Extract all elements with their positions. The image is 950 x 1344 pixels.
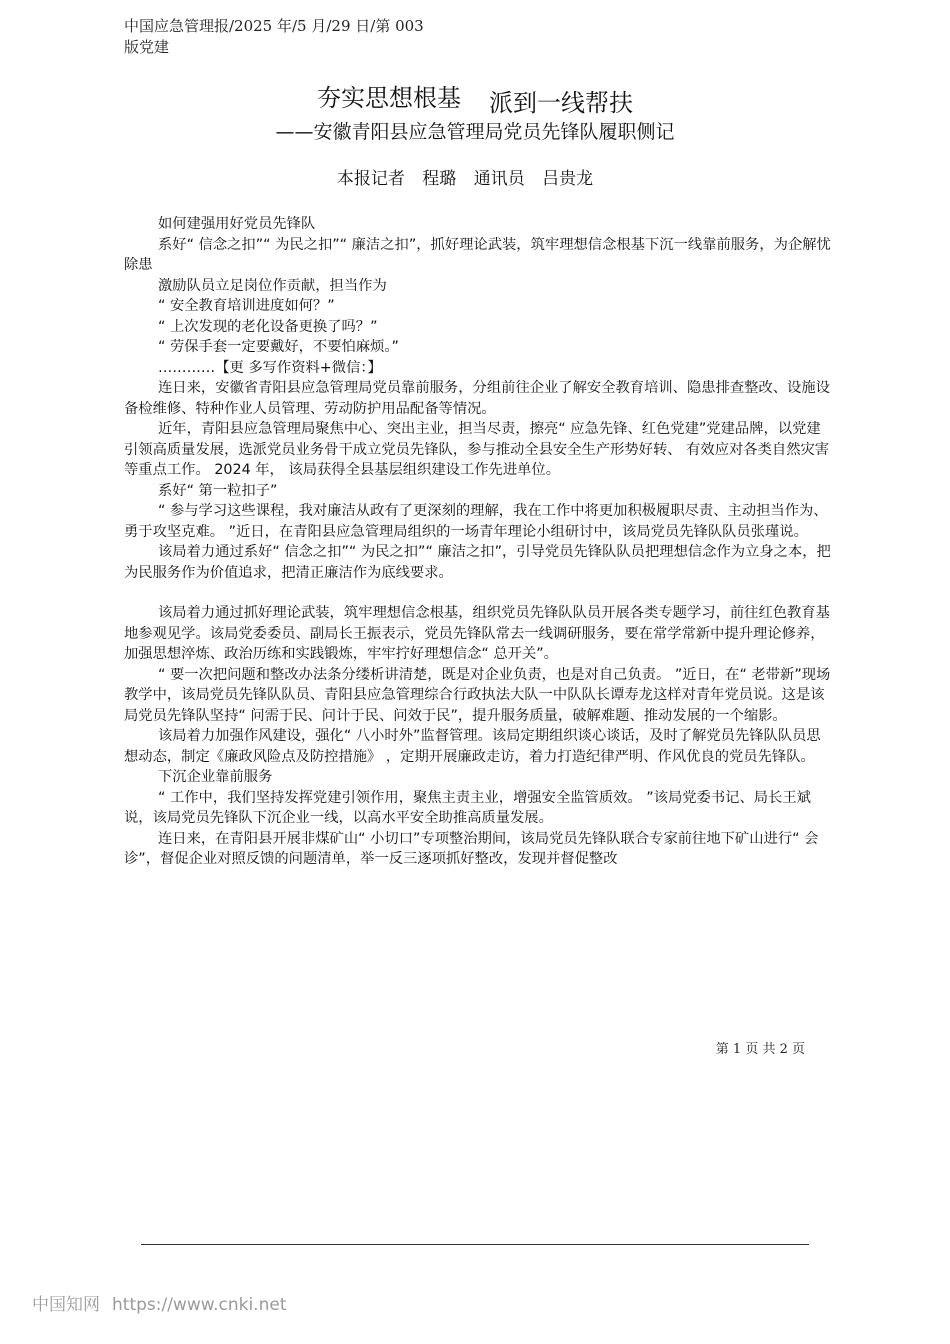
section-heading: 下沉企业靠前服务 [158, 769, 273, 785]
paragraph: 如何建强用好党员先锋队 [158, 216, 316, 232]
article-title-part-1: 夯实思想根基 [317, 84, 461, 112]
page-number: 第 1 页 共 2 页 [715, 1042, 805, 1057]
paragraph: “ 劳保手套一定要戴好，不要怕麻烦。” [158, 339, 399, 355]
article-body [124, 214, 832, 870]
paragraph: 该局着力通过系好“ 信念之扣”“ 为民之扣”“ 廉洁之扣”，引导党员先锋队队员把理想信念作为立身之本，把为民服务作为价值追求，把清正廉洁作为底线要求。 [124, 544, 831, 581]
paragraph: “ 要一次把问题和整改办法条分缕析讲清楚，既是对企业负责，也是对自己负责。 ”近日，在“ 老带新”现场教学中，该局党员先锋队队员、青阳县应急管理综合行政执法大队一中队队长谭寿龙这样对青年党员说。这是该局党员先锋队坚持“ 问需于民、问计于民、问效于民”，提升服务质量，破解难题、推动发展的一个缩影。 [124, 666, 831, 724]
watermark-url: https://www.cnki.net [112, 1295, 287, 1315]
masthead-line-1: 中国应急管理报/2025 年/5 月/29 日/第 003 [124, 17, 424, 35]
paragraph: 该局着力加强作风建设，强化“ 八小时外”监督管理。该局定期组织谈心谈话，及时了解党员先锋队队员思想动态，制定《廉政风险点及防控措施》 ，定期开展廉政走访，着力打造纪律严明、作风优良的党员先锋队。 [124, 728, 821, 765]
paragraph: 系好“ 信念之扣”“ 为民之扣”“ 廉洁之扣”，抓好理论武装，筑牢理想信念根基下沉一线靠前服务，为企解忧除患 [124, 236, 831, 273]
paragraph: “ 参与学习这些课程，我对廉洁从政有了更深刻的理解，我在工作中将更加积极履职尽责、主动担当作为、勇于攻坚克难。 ”近日，在青阳县应急管理局组织的一场青年理论小组研讨中，该局党员先锋队队员张瑾说。 [124, 503, 828, 540]
article-title-part-2: 派到一线帮扶 [489, 89, 633, 117]
paragraph: “ 安全教育培训进度如何？” [158, 298, 335, 314]
section-heading: 系好“ 第一粒扣子” [158, 482, 278, 499]
paragraph: …………【更 多写作资料+微信：】 [158, 359, 382, 376]
masthead-line-2: 版党建 [124, 38, 170, 56]
footer-divider [141, 1244, 809, 1245]
watermark-brand: 中国知网 [32, 1295, 100, 1315]
paragraph: 连日来，安徽省青阳县应急管理局党员靠前服务，分组前往企业了解安全教育培训、隐患排查整改、设施设备检维修、特种作业人员管理、劳动防护用品配备等情况。 [124, 380, 830, 417]
cnki-watermark [32, 1293, 286, 1317]
paragraph: 该局着力通过抓好理论武装，筑牢理想信念根基，组织党员先锋队队员开展各类专题学习，前往红色教育基地参观见学。该局党委委员、副局长王振表示，党员先锋队常去一线调研服务，要在常学常新中提升理论修养，加强思想淬炼、政治历练和实践锻炼，牢牢拧好理想信念“ 总开关”。 [124, 605, 830, 662]
byline-correspondent-role: 通讯员 [473, 169, 525, 189]
paragraph: “ 工作中，我们坚持发挥党建引领作用，聚焦主责主业，增强安全监管质效。 ”该局党委书记、局长王斌说，该局党员先锋队下沉企业一线，以高水平安全助推高质量发展。 [124, 789, 811, 826]
paragraph: 近年，青阳县应急管理局聚焦中心、突出主业，担当尽责，擦亮“ 应急先锋、红色党建”党建品牌，以党建引领高质量发展，选派党员业务骨干成立党员先锋队，参与推动全县安全生产形势好转、 有效应对各类自然灾害等重点工作。 2024 年， 该局获得全县基层组织建设工作先进单位。 [124, 421, 830, 478]
byline-correspondent-name: 吕贵龙 [542, 169, 594, 189]
paragraph: “ 上次发现的老化设备更换了吗？” [158, 318, 378, 335]
article-title [0, 82, 950, 117]
paragraph: 激励队员立足岗位作贡献，担当作为 [158, 277, 387, 294]
byline-reporter-role: 本报记者 [336, 169, 405, 189]
article-subtitle: ——安徽青阳县应急管理局党员先锋队履职侧记 [275, 121, 675, 143]
masthead [124, 16, 424, 58]
byline [0, 167, 930, 191]
byline-reporter-name: 程璐 [422, 169, 457, 189]
paragraph: 连日来，在青阳县开展非煤矿山“ 小切口”专项整治期间，该局党员先锋队联合专家前往地下矿山进行“ 会诊”，督促企业对照反馈的问题清单，举一反三逐项抓好整改，发现并督促整改 [124, 830, 819, 867]
